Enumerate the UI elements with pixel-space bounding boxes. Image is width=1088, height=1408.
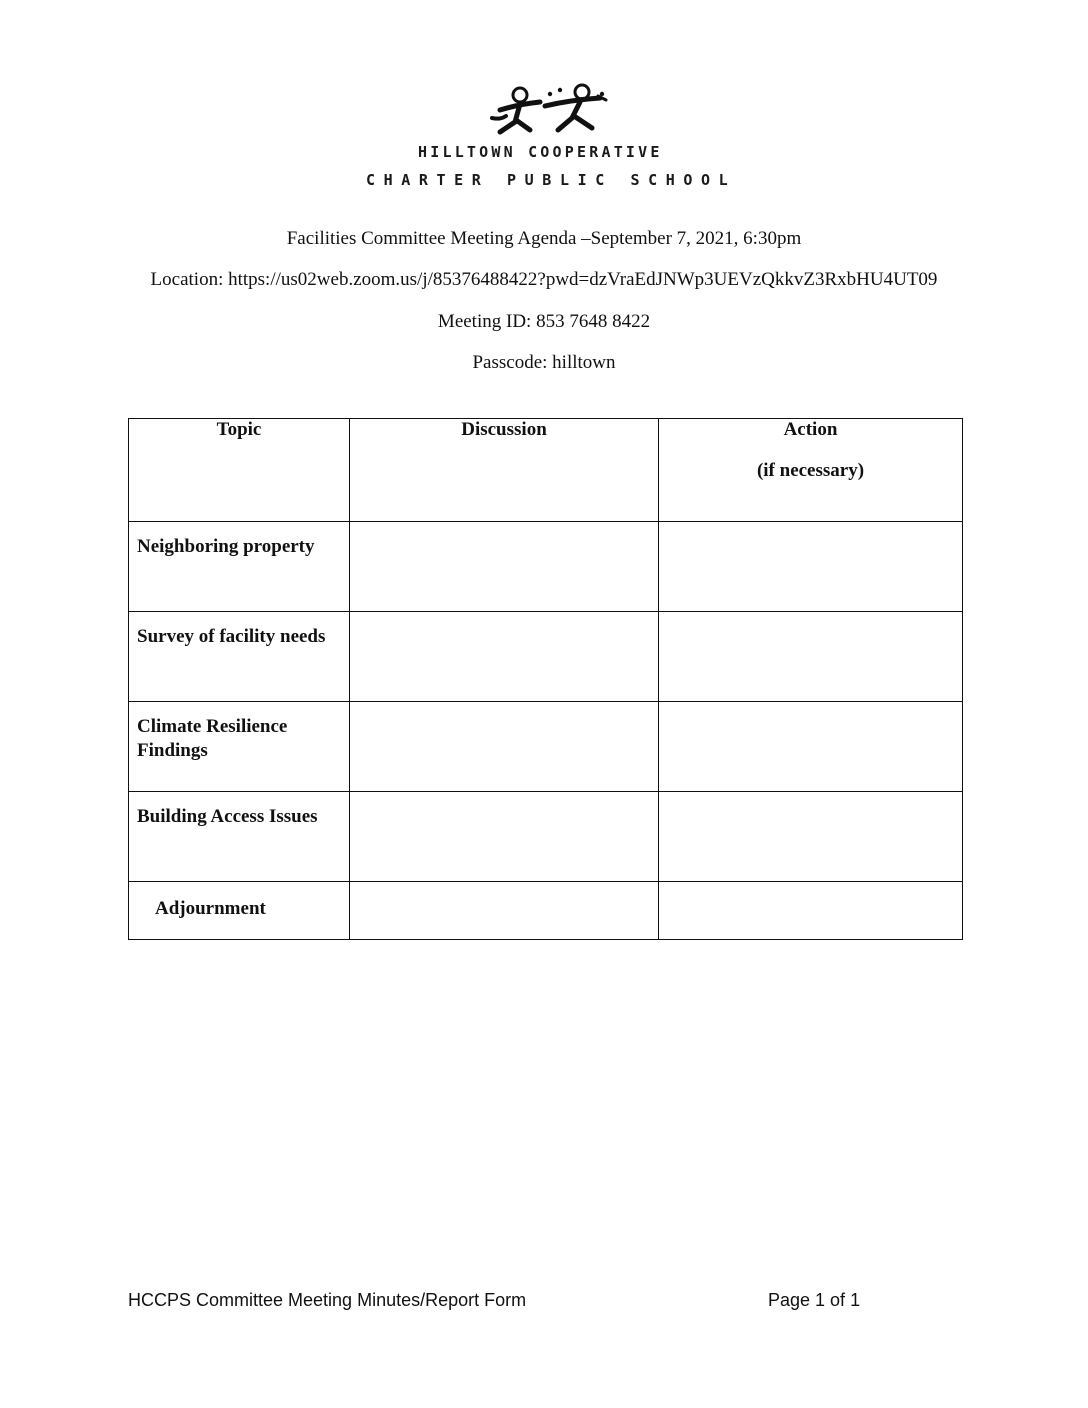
school-logo <box>360 80 737 195</box>
table-row <box>129 612 963 702</box>
discussion-cell <box>350 882 659 940</box>
table-row <box>129 702 963 792</box>
meeting-location: Location: https://us02web.zoom.us/j/85376488422?pwd=dzVraEdJNWp3UEVzQkkvZ3RxbHU4UT09 <box>150 269 938 290</box>
table-header-row <box>129 419 963 522</box>
action-cell <box>659 882 963 940</box>
column-header-action-sub: (if necessary) <box>756 460 865 481</box>
action-cell <box>659 522 963 612</box>
agenda-table <box>128 418 963 940</box>
column-header-topic: Topic <box>129 419 350 522</box>
meeting-passcode: Passcode: hilltown <box>472 352 616 373</box>
discussion-cell <box>350 792 659 882</box>
table-row <box>129 522 963 612</box>
topic-cell: Climate Resilience Findings <box>129 702 350 792</box>
footer-page-number: Page 1 of 1 <box>768 1290 861 1310</box>
column-header-discussion: Discussion <box>350 419 659 522</box>
action-cell <box>659 792 963 882</box>
column-header-action <box>659 419 963 522</box>
meeting-id: Meeting ID: 853 7648 8422 <box>437 311 651 332</box>
table-row <box>129 792 963 882</box>
action-cell <box>659 612 963 702</box>
topic-cell: Survey of facility needs <box>129 612 350 702</box>
action-cell <box>659 702 963 792</box>
topic-cell: Adjournment <box>129 882 350 940</box>
topic-cell: Building Access Issues <box>129 792 350 882</box>
column-header-action-label: Action <box>783 419 838 440</box>
topic-cell: Neighboring property <box>129 522 350 612</box>
discussion-cell <box>350 702 659 792</box>
discussion-cell <box>350 612 659 702</box>
footer-form-name: HCCPS Committee Meeting Minutes/Report Form <box>128 1290 527 1310</box>
agenda-title: Facilities Committee Meeting Agenda –September 7, 2021, 6:30pm <box>286 228 802 249</box>
logo-line-1: HILLTOWN COOPERATIVE <box>418 143 663 161</box>
logo-line-2: CHARTER PUBLIC SCHOOL <box>366 171 737 189</box>
table-row <box>129 882 963 940</box>
discussion-cell <box>350 522 659 612</box>
